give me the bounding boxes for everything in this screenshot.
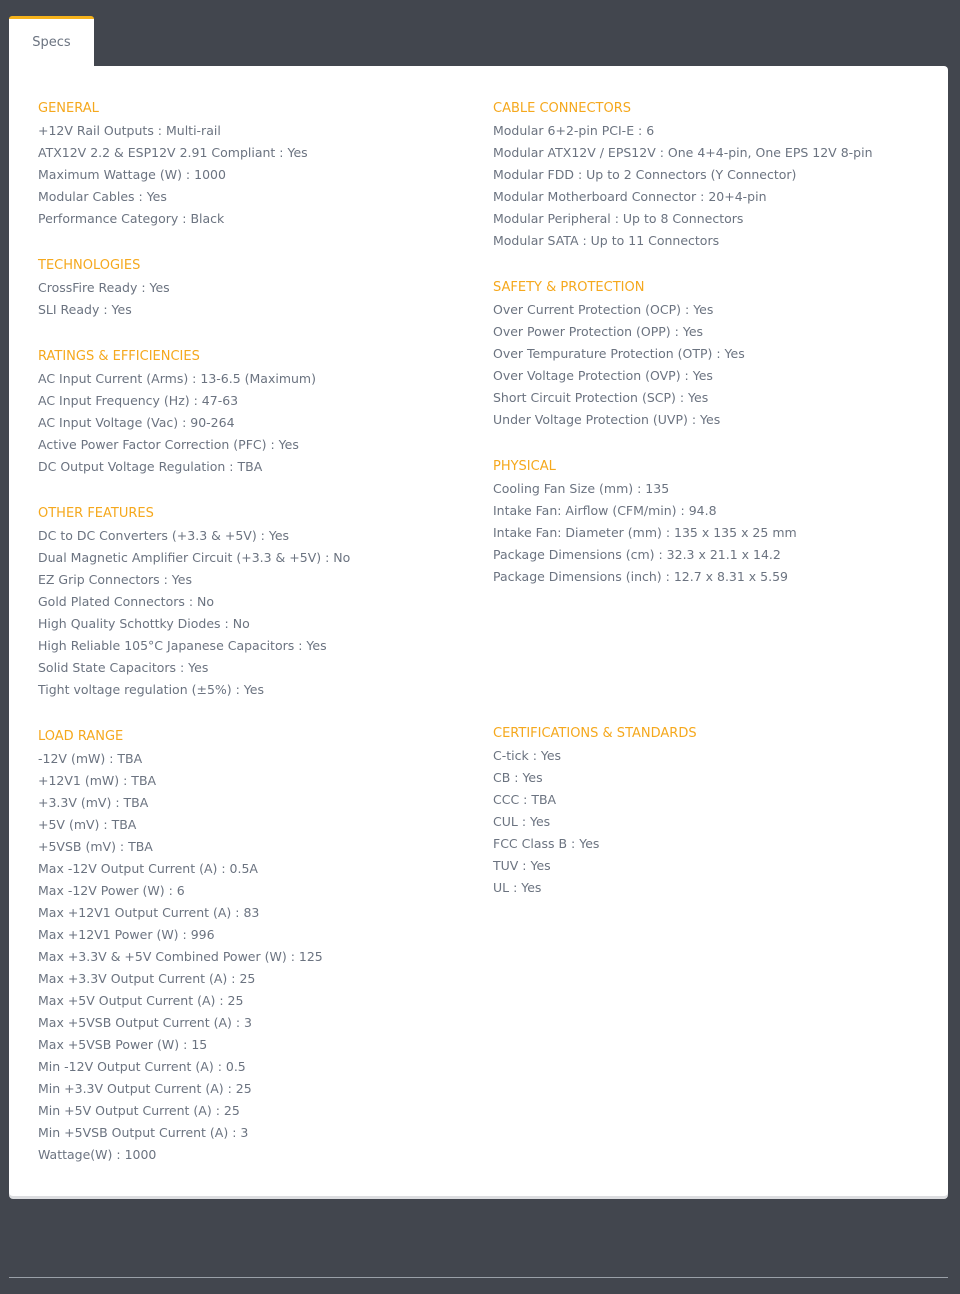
section-title: OTHER FEATURES xyxy=(38,506,154,521)
spec-item: Max -12V Output Current (A) : 0.5A xyxy=(38,861,258,876)
section-title: PHYSICAL xyxy=(493,459,556,474)
spec-item: Dual Magnetic Amplifier Circuit (+3.3 & +5V) : No xyxy=(38,550,351,565)
spec-item: Modular Peripheral : Up to 8 Connectors xyxy=(493,211,744,226)
tab-specs-label: Specs xyxy=(32,35,71,50)
spec-item: ATX12V 2.2 & ESP12V 2.91 Compliant : Yes xyxy=(38,145,308,160)
spec-item: Over Current Protection (OCP) : Yes xyxy=(493,302,714,317)
spec-list xyxy=(493,745,938,899)
spec-item: TUV : Yes xyxy=(493,858,551,873)
spec-item: Over Power Protection (OPP) : Yes xyxy=(493,324,704,339)
section-title: LOAD RANGE xyxy=(38,729,124,744)
section-load-range xyxy=(38,725,478,1166)
section-title: CABLE CONNECTORS xyxy=(493,101,631,116)
spec-list xyxy=(493,299,938,431)
spec-item: Maximum Wattage (W) : 1000 xyxy=(38,167,226,182)
spec-item: Modular Motherboard Connector : 20+4-pin xyxy=(493,189,767,204)
spec-list xyxy=(38,525,478,701)
spec-item: Active Power Factor Correction (PFC) : Yes xyxy=(38,437,299,452)
spec-item: AC Input Current (Arms) : 13-6.5 (Maximum) xyxy=(38,371,316,386)
spec-item: AC Input Voltage (Vac) : 90-264 xyxy=(38,415,235,430)
spec-item: +5VSB (mV) : TBA xyxy=(38,839,153,854)
spec-item: Modular Cables : Yes xyxy=(38,189,167,204)
spec-list xyxy=(493,478,938,588)
section-title: GENERAL xyxy=(38,101,99,116)
spec-item: Modular ATX12V / EPS12V : One 4+4-pin, One EPS 12V 8-pin xyxy=(493,145,873,160)
spec-item: Max +5VSB Output Current (A) : 3 xyxy=(38,1015,253,1030)
section-physical xyxy=(493,455,938,588)
spec-list xyxy=(38,368,478,478)
spec-item: C-tick : Yes xyxy=(493,748,562,763)
spec-item: CUL : Yes xyxy=(493,814,551,829)
spec-item: Over Tempurature Protection (OTP) : Yes xyxy=(493,346,745,361)
section-other-features xyxy=(38,502,478,701)
spec-item: Max +12V1 Output Current (A) : 83 xyxy=(38,905,260,920)
section-title: TECHNOLOGIES xyxy=(38,258,141,273)
spec-item: +5V (mV) : TBA xyxy=(38,817,137,832)
spec-item: AC Input Frequency (Hz) : 47-63 xyxy=(38,393,239,408)
specs-panel xyxy=(9,66,948,1196)
spec-item: Tight voltage regulation (±5%) : Yes xyxy=(38,682,264,697)
spec-item: Intake Fan: Diameter (mm) : 135 x 135 x 25 mm xyxy=(493,525,797,540)
spec-item: Min +3.3V Output Current (A) : 25 xyxy=(38,1081,252,1096)
spec-item: High Reliable 105°C Japanese Capacitors : Yes xyxy=(38,638,327,653)
spec-item: Max +3.3V & +5V Combined Power (W) : 125 xyxy=(38,949,323,964)
spec-item: EZ Grip Connectors : Yes xyxy=(38,572,192,587)
spec-item: Max +5VSB Power (W) : 15 xyxy=(38,1037,208,1052)
spec-item: FCC Class B : Yes xyxy=(493,836,600,851)
spec-item: +12V Rail Outputs : Multi-rail xyxy=(38,123,221,138)
spec-list xyxy=(38,277,478,321)
tab-specs[interactable] xyxy=(9,16,94,66)
section-general xyxy=(38,97,478,230)
spec-list xyxy=(38,748,478,1166)
spec-item: DC to DC Converters (+3.3 & +5V) : Yes xyxy=(38,528,290,543)
section-technologies xyxy=(38,254,478,321)
section-title: RATINGS & EFFICIENCIES xyxy=(38,349,200,364)
spec-item: Performance Category : Black xyxy=(38,211,225,226)
spec-list xyxy=(493,120,938,252)
spec-item: DC Output Voltage Regulation : TBA xyxy=(38,459,263,474)
spec-item: Max +12V1 Power (W) : 996 xyxy=(38,927,215,942)
spec-item: Wattage(W) : 1000 xyxy=(38,1147,157,1162)
spec-item: High Quality Schottky Diodes : No xyxy=(38,616,250,631)
section-ratings-efficiencies xyxy=(38,345,478,478)
section-title: SAFETY & PROTECTION xyxy=(493,280,645,295)
section-title: CERTIFICATIONS & STANDARDS xyxy=(493,726,697,741)
spec-item: Max -12V Power (W) : 6 xyxy=(38,883,185,898)
spec-item: Min -12V Output Current (A) : 0.5 xyxy=(38,1059,246,1074)
spec-item: -12V (mW) : TBA xyxy=(38,751,143,766)
spec-item: Modular SATA : Up to 11 Connectors xyxy=(493,233,720,248)
spec-item: CCC : TBA xyxy=(493,792,557,807)
spec-item: Over Voltage Protection (OVP) : Yes xyxy=(493,368,713,383)
spec-item: Solid State Capacitors : Yes xyxy=(38,660,209,675)
spec-item: Modular FDD : Up to 2 Connectors (Y Connector) xyxy=(493,167,797,182)
spec-item: Cooling Fan Size (mm) : 135 xyxy=(493,481,670,496)
spec-item: Package Dimensions (inch) : 12.7 x 8.31 x 5.59 xyxy=(493,569,789,584)
spec-item: SLI Ready : Yes xyxy=(38,302,132,317)
spec-item: Modular 6+2-pin PCI-E : 6 xyxy=(493,123,655,138)
spec-item: Gold Plated Connectors : No xyxy=(38,594,215,609)
section-safety-protection xyxy=(493,276,938,431)
spec-item: Min +5V Output Current (A) : 25 xyxy=(38,1103,240,1118)
spec-item: Short Circuit Protection (SCP) : Yes xyxy=(493,390,709,405)
spec-item: Max +5V Output Current (A) : 25 xyxy=(38,993,244,1008)
spec-item: Max +3.3V Output Current (A) : 25 xyxy=(38,971,256,986)
spec-item: CB : Yes xyxy=(493,770,543,785)
spec-item: UL : Yes xyxy=(493,880,542,895)
spec-item: Package Dimensions (cm) : 32.3 x 21.1 x 14.2 xyxy=(493,547,781,562)
spec-item: Under Voltage Protection (UVP) : Yes xyxy=(493,412,721,427)
spec-list xyxy=(38,120,478,230)
spec-item: +3.3V (mV) : TBA xyxy=(38,795,149,810)
footer-divider xyxy=(9,1277,948,1278)
spec-item: Intake Fan: Airflow (CFM/min) : 94.8 xyxy=(493,503,717,518)
spec-item: +12V1 (mW) : TBA xyxy=(38,773,157,788)
section-cable-connectors xyxy=(493,97,938,252)
spec-item: CrossFire Ready : Yes xyxy=(38,280,170,295)
spec-item: Min +5VSB Output Current (A) : 3 xyxy=(38,1125,249,1140)
section-certifications-standards xyxy=(493,722,938,899)
